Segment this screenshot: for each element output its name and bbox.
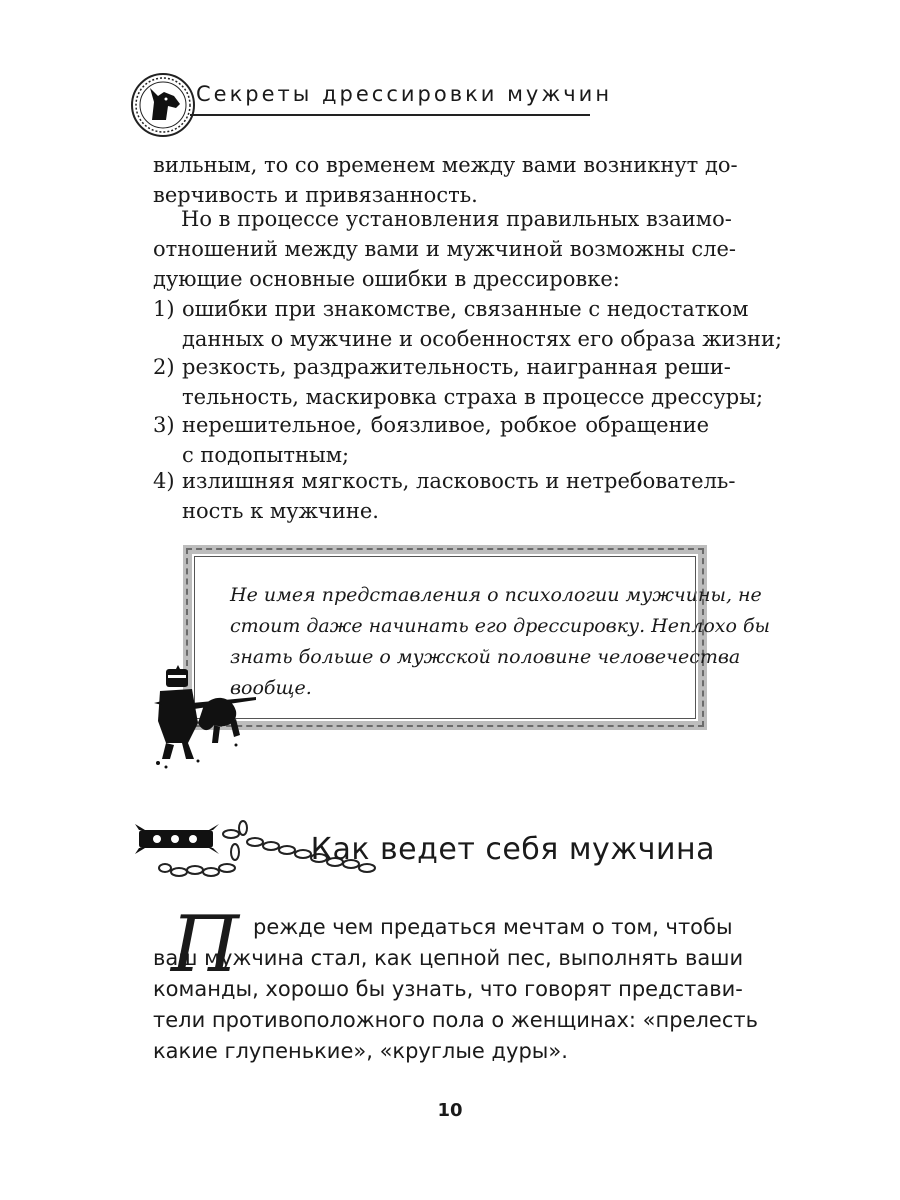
text-line: ошибки при знакомстве, связанные с недостатком <box>182 297 749 321</box>
callout-line: стоит даже начинать его дрессировку. Неплохо бы <box>230 615 771 637</box>
dropcap-paragraph <box>153 900 758 1067</box>
section-header <box>135 820 715 900</box>
callout-line: Не имея представления о психологии мужчины, не <box>230 584 762 606</box>
text-line: резкость, раздражительность, наигранная реши- <box>182 355 731 379</box>
running-title: Секреты дрессировки мужчин <box>196 82 613 106</box>
list-item <box>153 294 783 354</box>
drop-cap: П <box>171 900 240 990</box>
text-line: тели противоположного пола о женщинах: «прелесть <box>153 1008 758 1032</box>
list-number: 3) <box>153 413 175 437</box>
text-line: излишняя мягкость, ласковость и нетребователь- <box>182 469 736 493</box>
callout-line: знать больше о мужской половине человечества <box>230 646 741 668</box>
paragraph-2 <box>153 204 737 294</box>
text-line: Но в процессе установления правильных взаимо- <box>181 207 732 231</box>
text-line: команды, хорошо бы узнать, что говорят представи- <box>153 977 743 1001</box>
list-item <box>153 352 764 412</box>
text-line: дующие основные ошибки в дрессировке: <box>153 267 620 291</box>
dog-emblem-icon <box>130 72 196 138</box>
list-number: 2) <box>153 355 175 379</box>
list-item <box>153 410 709 470</box>
list-item <box>153 466 736 526</box>
header-rule <box>190 114 590 116</box>
text-line: нерешительное, боязливое, робкое обращение <box>182 413 709 437</box>
text-line: тельность, маскировка страха в процессе дрессуры; <box>182 385 764 409</box>
text-line: верчивость и привязанность. <box>153 183 478 207</box>
text-line: с подопытным; <box>182 443 350 467</box>
text-line: какие глупенькие», «круглые дуры». <box>153 1039 568 1063</box>
running-header <box>130 72 613 142</box>
list-number: 1) <box>153 297 175 321</box>
paragraph-1 <box>153 150 738 210</box>
callout-line: вообще. <box>230 677 312 699</box>
text-line: данных о мужчине и особенностях его образа жизни; <box>182 327 783 351</box>
list-number: 4) <box>153 469 175 493</box>
page-number: 10 <box>437 1100 463 1121</box>
text-line: ваш мужчина стал, как цепной пес, выполнять ваши <box>153 946 744 970</box>
knight-illustration-icon <box>152 663 270 773</box>
callout-text <box>230 580 771 704</box>
section-title: Как ведет себя мужчина <box>310 832 715 867</box>
text-line: отношений между вами и мужчиной возможны сле- <box>153 237 737 261</box>
text-line: режде чем предаться мечтам о том, чтобы <box>253 915 733 939</box>
text-line: вильным, то со временем между вами возникнут до- <box>153 153 738 177</box>
text-line: ность к мужчине. <box>182 499 379 523</box>
